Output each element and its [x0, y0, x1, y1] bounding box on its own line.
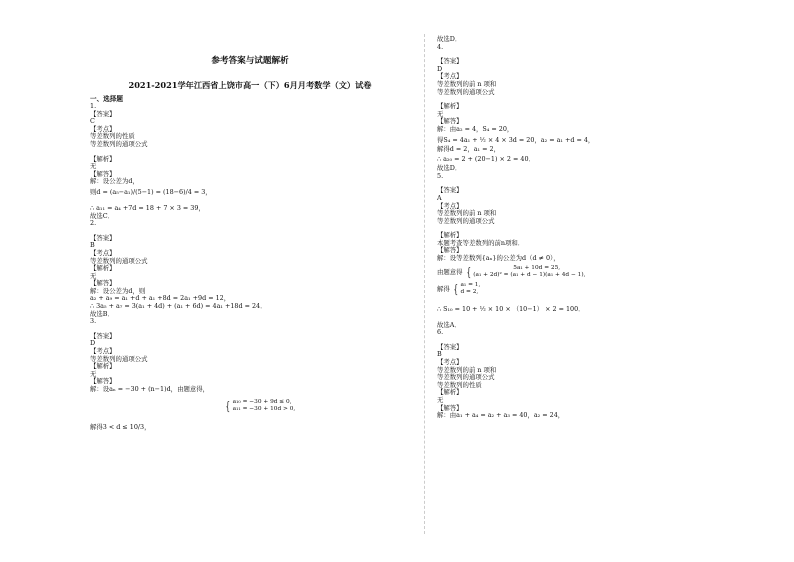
solution-label: 【解答】 — [90, 377, 116, 386]
analysis-label: 【解析】 — [437, 388, 463, 397]
question-4-block — [437, 44, 737, 173]
topic-label: 【考点】 — [90, 124, 116, 133]
solution-line: 故选D． — [437, 35, 462, 43]
topic-item: 等差数列的通项公式 — [437, 87, 495, 96]
solution-label: 【解答】 — [90, 279, 116, 288]
equation-system-line — [437, 265, 737, 279]
page-title: 参考答案与试题解析 — [211, 56, 289, 66]
solution-line: 故选D． — [437, 164, 462, 173]
brace-icon: { — [453, 281, 458, 296]
solution-line: ∴ a₂₀ = 2 + (20−1) × 2 = 40． — [437, 155, 535, 164]
topic-item: 等差数列的通项公式 — [437, 373, 495, 382]
solution-line: 解得d = 2，a₁ = 2， — [437, 144, 500, 153]
solution-system-line — [437, 282, 737, 296]
analysis-label: 【解析】 — [437, 231, 463, 240]
solution-label: 【解答】 — [437, 117, 463, 126]
solution-line: 解：设aₙ = −30 + (n−1)d，由题意得， — [90, 385, 210, 393]
topic-label: 【考点】 — [90, 347, 116, 356]
solution-line: 故选B． — [90, 309, 114, 318]
answer-label: 【答案】 — [437, 57, 463, 66]
analysis-text: 无 — [90, 162, 97, 171]
system-label: 由题意得 — [437, 267, 463, 276]
question-number: 4. — [437, 42, 444, 51]
topic-label: 【考点】 — [90, 248, 116, 257]
topic-item: 等差数列的前 n 项和 — [437, 79, 497, 88]
system-row: a₁₁ = −30 + 10d > 0, — [232, 406, 296, 413]
topic-item: 等差数列的通项公式 — [437, 216, 495, 225]
system-label: 解得 — [437, 284, 450, 293]
solution-line: 得S₄ = 4a₁ + ½ × 4 × 3d = 20，a₂ = a₁ +d = 4， — [437, 135, 595, 144]
topic-item: 等差数列的前 n 项和 — [437, 365, 497, 374]
analysis-label: 【解析】 — [90, 154, 116, 163]
question-1-block — [90, 103, 410, 220]
answer-label: 【答案】 — [437, 342, 463, 351]
topic-item: 等差数列的通项公式 — [90, 256, 148, 265]
analysis-text: 本题考查等差数列的前n项和． — [437, 238, 525, 247]
solution-label: 【解答】 — [90, 169, 116, 178]
answer-value: D — [437, 64, 443, 73]
solution-line: 则d = (a₅−a₁)/(5−1) = (18−6)/4 = 3， — [90, 187, 212, 196]
topic-label: 【考点】 — [437, 201, 463, 210]
question-number: 3. — [90, 317, 97, 326]
solution-line: ∴ S₁₀ = 10 + ½ × 10 × （10−1） × 2 = 100． — [437, 304, 585, 313]
question-number: 1. — [90, 102, 97, 110]
system-row: 5a₁ + 10d = 25, — [513, 264, 561, 271]
system-row: d = 2, — [460, 288, 479, 295]
answer-label: 【答案】 — [437, 186, 463, 195]
solution-line: 故选A． — [437, 320, 461, 329]
answer-label: 【答案】 — [90, 331, 116, 340]
answer-value: D — [90, 339, 96, 348]
topic-item: 等差数列的通项公式 — [90, 139, 148, 148]
answer-value: B — [437, 350, 442, 359]
topic-item: 等差数列的性质 — [437, 380, 482, 389]
analysis-label: 【解析】 — [90, 264, 116, 273]
brace-icon: { — [225, 399, 231, 414]
topic-item: 等差数列的通项公式 — [90, 354, 148, 363]
system-row: a₁ = 1, — [460, 281, 481, 288]
solution-label: 【解答】 — [437, 403, 463, 412]
analysis-text: 无 — [90, 271, 97, 280]
topic-label: 【考点】 — [437, 358, 463, 367]
question-6-block — [437, 329, 737, 420]
brace-icon: { — [466, 264, 471, 279]
question-2-block — [90, 220, 410, 318]
solution-label: 【解答】 — [437, 246, 463, 255]
topic-item: 等差数列的前 n 项和 — [437, 209, 497, 218]
answer-label: 【答案】 — [90, 233, 116, 242]
column-divider — [424, 34, 425, 534]
question-5-block — [437, 173, 737, 330]
analysis-label: 【解析】 — [90, 362, 116, 371]
solution-line: a₂ + a₉ = a₁ +d + a₁ +8d = 2a₁ +9d = 12， — [90, 294, 231, 303]
answer-label: 【答案】 — [90, 109, 116, 118]
system-row: a₁₀ = −30 + 9d ≤ 0, — [232, 399, 292, 406]
answer-value: A — [437, 193, 442, 202]
answer-value: C — [90, 117, 95, 126]
topic-item: 等差数列的性质 — [90, 132, 135, 141]
solution-line: 解：由a₂ = 4，S₄ = 20， — [437, 124, 514, 133]
analysis-label: 【解析】 — [437, 102, 463, 111]
question-number: 2. — [90, 219, 97, 228]
section-heading: 一、选择题 — [90, 95, 123, 103]
analysis-text: 无 — [437, 109, 444, 118]
analysis-text: 无 — [90, 369, 97, 378]
solution-line: ∴ 3a₅ + a₇ = 3(a₁ + 4d) + (a₁ + 6d) = 4a₁ +18d = 24． — [90, 302, 267, 311]
solution-line: 解：设公差为d， — [90, 177, 139, 186]
solution-line: 故选C． — [90, 211, 115, 220]
answer-value: B — [90, 241, 95, 250]
right-column — [437, 36, 737, 420]
system-row: (a₁ + 2d)² = (a₁ + d − 1)(a₁ + 4d − 1), — [473, 271, 586, 278]
question-3-block — [90, 318, 410, 431]
solution-line: 解：设等差数列{aₙ}的公差为d（d ≠ 0）， — [437, 254, 560, 263]
solution-line: ∴ a₁₁ = a₄ +7d = 18 + 7 × 3 = 39， — [90, 203, 205, 212]
solution-line: 解得3 < d ≤ 10/3， — [90, 422, 151, 431]
analysis-text: 无 — [437, 396, 444, 404]
solution-line: 解：设公差为d，则 — [90, 286, 146, 295]
exam-subtitle: 2021-2021学年江西省上饶市高一（下）6月月考数学（文）试卷 — [128, 80, 372, 90]
topic-label: 【考点】 — [437, 72, 463, 81]
solution-line: 解：由a₁ + a₄ = a₂ + a₃ = 40，a₂ = 24， — [437, 411, 565, 420]
left-column — [90, 36, 410, 432]
question-number: 5. — [437, 171, 444, 180]
inequality-system — [90, 396, 410, 415]
question-number: 6. — [437, 328, 444, 337]
